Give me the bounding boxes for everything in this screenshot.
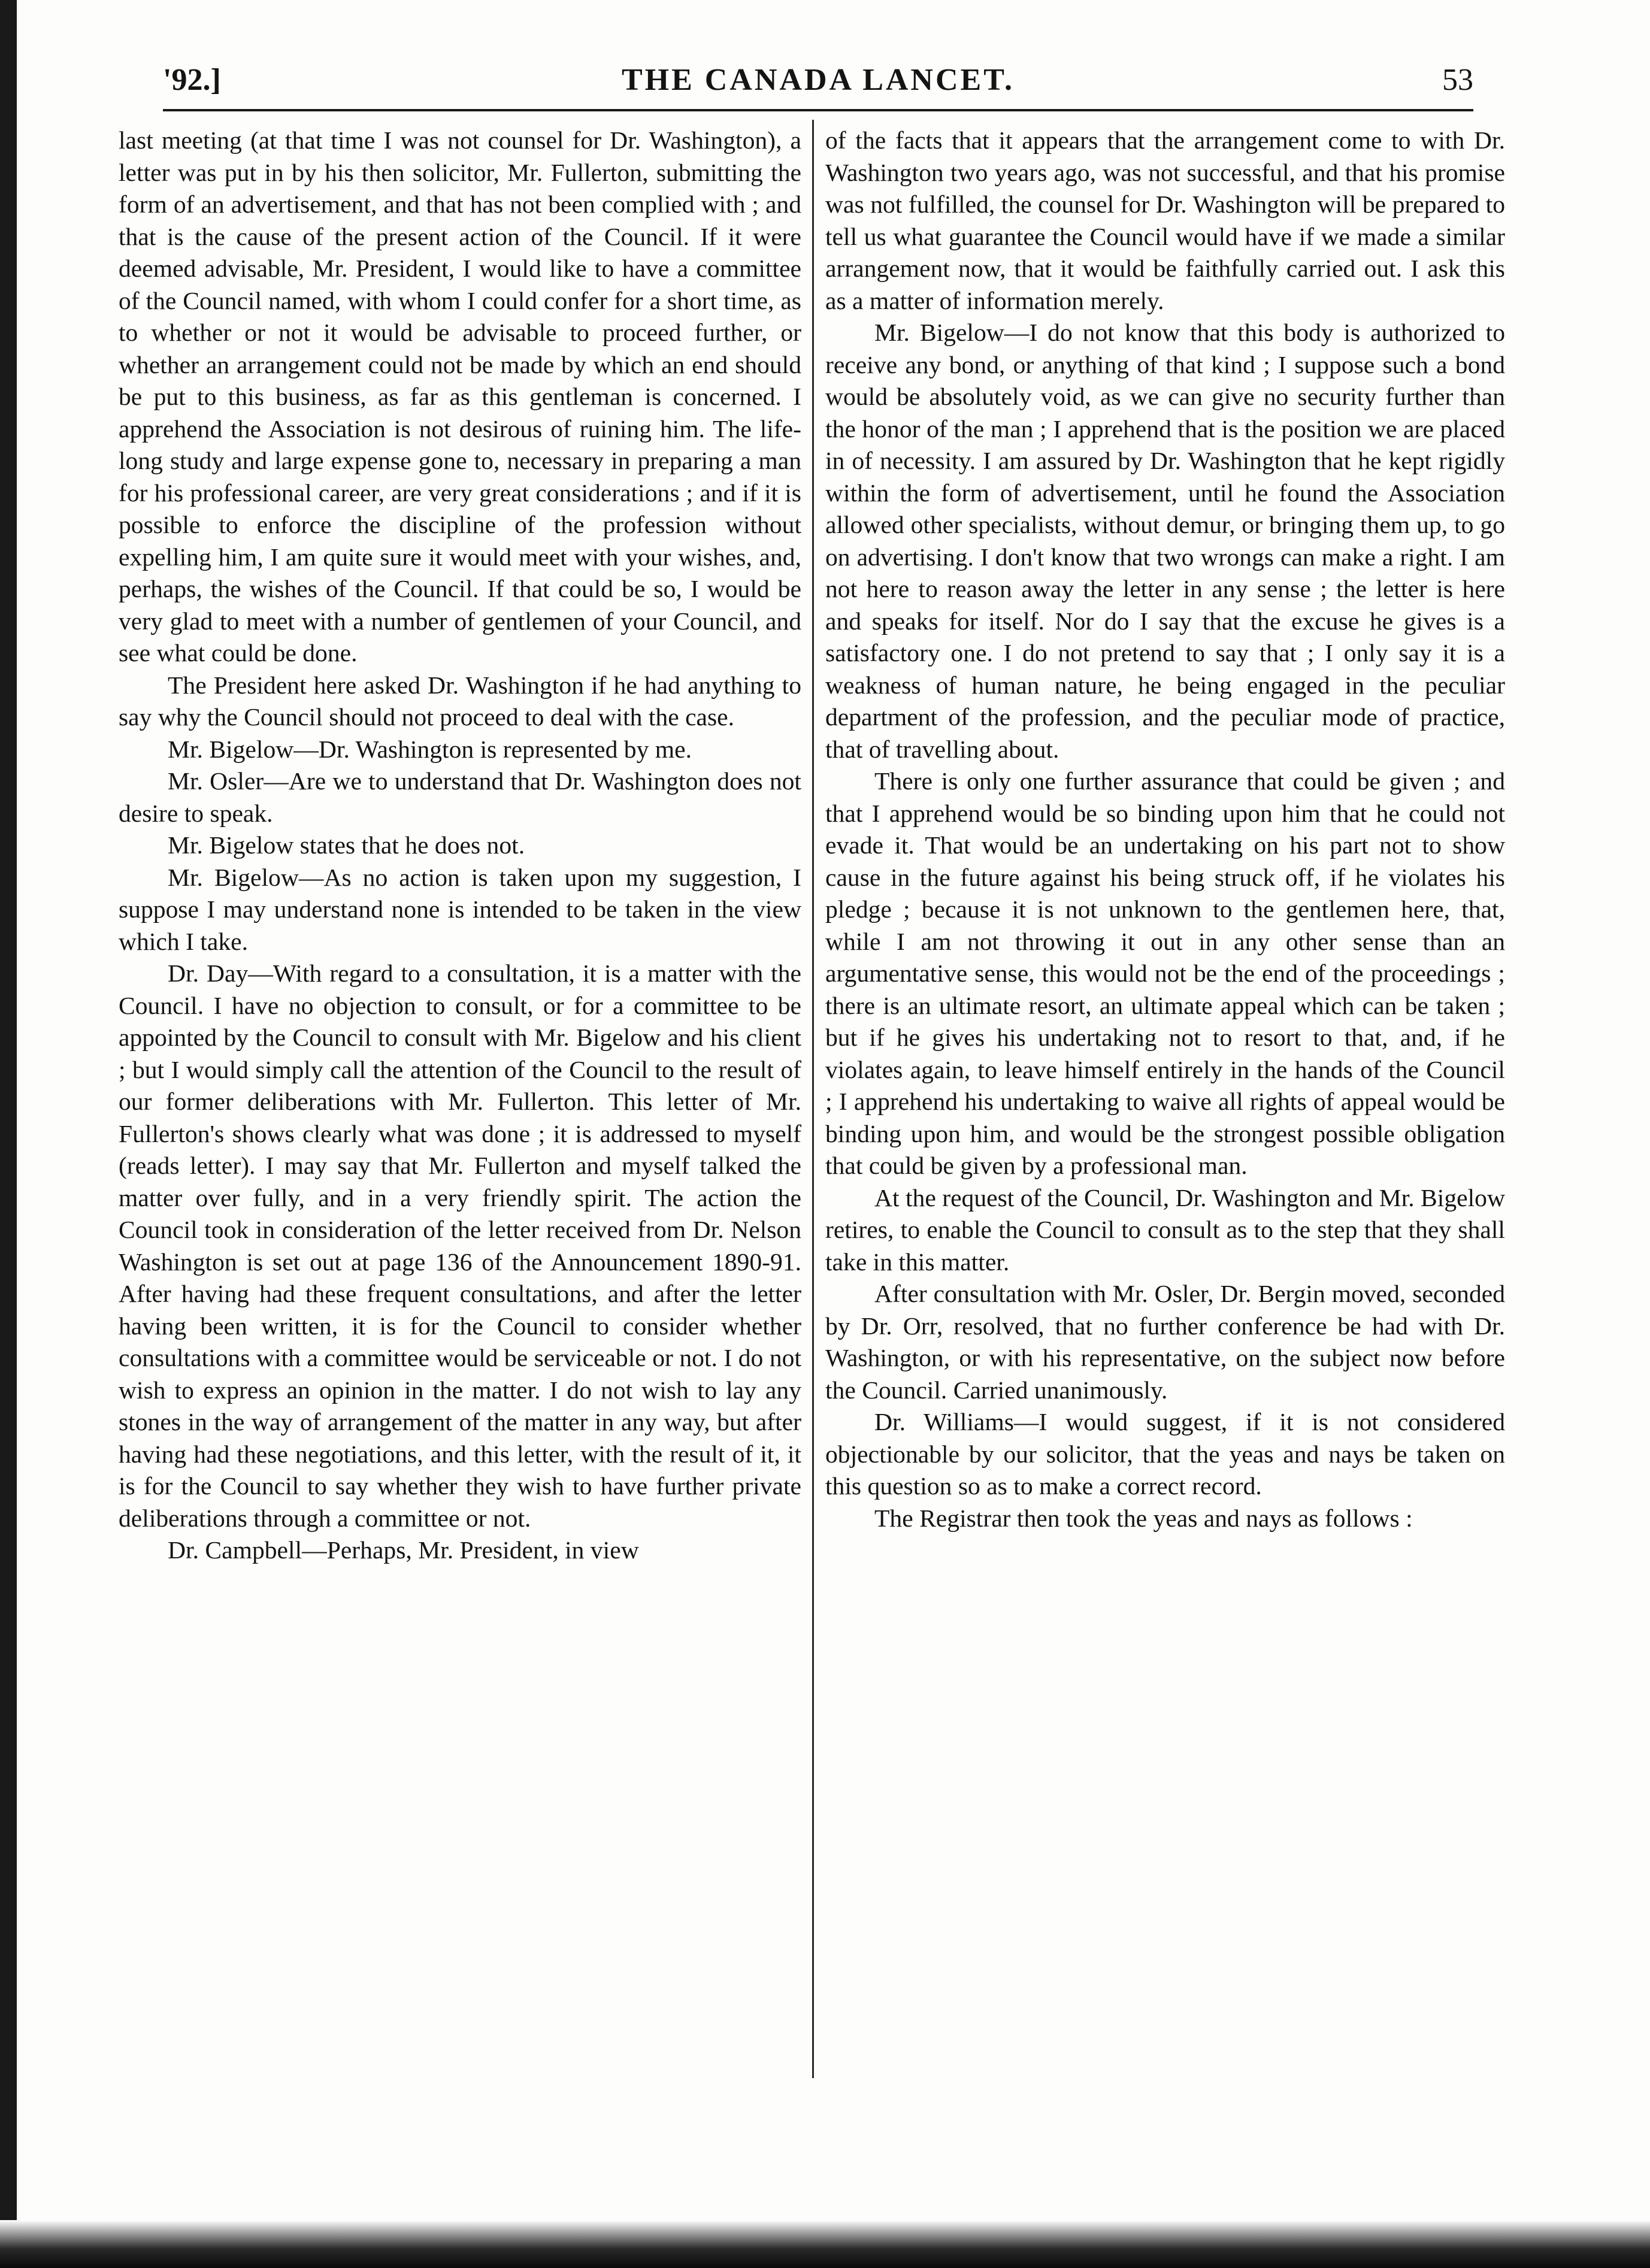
- header-rule: [163, 109, 1473, 111]
- running-head: [163, 59, 1473, 107]
- paragraph: last meeting (at that time I was not counsel for Dr. Washington), a letter was put in by his then solicitor, Mr. Fullerton, submitting the form of an advertisement, and that has not been complied with ; and that is the cause of the present action of the Council. If it were deemed advisable, Mr. President, I would like to have a committee of the Council named, with whom I could confer for a short time, as to whether or not it would be advisable to proceed further, or whether an arrangement could not be made by which an end should be put to this business, as far as this gentleman is concerned. I apprehend the Association is not desirous of ruining him. The life-long study and large expense gone to, necessary in preparing a man for his professional career, are very great considerations ; and if it is possible to enforce the discipline of the profession without expelling him, I am quite sure it would meet with your wishes, and, perhaps, the wishes of the Council. If that could be so, I would be very glad to meet with a number of gentlemen of your Council, and see what could be done.: [119, 126, 801, 667]
- paragraph: The Registrar then took the yeas and nays as follows :: [874, 1504, 1413, 1532]
- paragraph: Mr. Bigelow—I do not know that this body is authorized to receive any bond, or anything of that kind ; I suppose such a bond would be absolutely void, as we can give no security further than the honor of the man ; I apprehend that is the position we are placed in of necessity. I am assured by Dr. Washington that he kept rigidly within the form of advertisement, until he found the Association allowed other specialists, without demur, or bringing them up, to go on advertising. I don't know that two wrongs can make a right. I am not here to reason away the letter in any sense ; the letter is here and speaks for itself. Nor do I say that the excuse he gives is a satisfactory one. I do not pretend to say that ; I only say it is a weakness of human nature, he being engaged in the peculiar department of the profession, and the peculiar mode of practice, that of travelling about.: [825, 319, 1505, 763]
- paragraph: Mr. Bigelow—As no action is taken upon my suggestion, I suppose I may understand none is intended to be taken in the view which I take.: [119, 863, 801, 955]
- paragraph: Dr. Day—With regard to a consultation, it is a matter with the Council. I have no objection to consult, or for a committee to be appointed by the Council to consult with Mr. Bigelow and his client ; but I would simply call the attention of the Council to the result of our former deliberations with Mr. Fullerton. This letter of Mr. Fullerton's shows clearly what was done ; it is addressed to myself (reads letter). I may say that Mr. Fullerton and myself talked the matter over fully, and in a very friendly spirit. The action the Council took in consideration of the letter received from Dr. Nelson Washington is set out at page 136 of the Announcement 1890-91. After having had these frequent consultations, and after the letter having been written, it is for the Council to consider whether consultations with a committee would be serviceable or not. I do not wish to express an opinion in the matter. I do not wish to lay any stones in the way of arrangement of the matter in any way, but after having had these negotiations, and this letter, with the result of it, it is for the Council to say whether they wish to have further private deliberations through a committee or not.: [119, 959, 801, 1532]
- paragraph: The President here asked Dr. Washington if he had anything to say why the Council should not proceed to deal with the case.: [119, 671, 801, 731]
- paragraph: At the request of the Council, Dr. Washington and Mr. Bigelow retires, to enable the Council to consult as to the step that they shall take in this matter.: [825, 1183, 1505, 1276]
- column-divider: [812, 120, 814, 2078]
- paragraph: Dr. Campbell—Perhaps, Mr. President, in view: [168, 1536, 639, 1564]
- paragraph: After consultation with Mr. Osler, Dr. Bergin moved, seconded by Dr. Orr, resolved, that no further conference be had with Dr. Washington, or with his representative, on the subject now before the Council. Carried unanimously.: [825, 1280, 1505, 1404]
- paragraph: Dr. Williams—I would suggest, if it is not considered objectionable by our solicitor, that the yeas and nays be taken on this question so as to make a correct record.: [825, 1408, 1505, 1500]
- journal-title: THE CANADA LANCET.: [621, 63, 1015, 97]
- header-year: '92.]: [163, 63, 221, 97]
- paragraph: of the facts that it appears that the arrangement come to with Dr. Washington two years ago, was not successful, and that his promise was not fulfilled, the counsel for Dr. Washington will be prepared to tell us what guarantee the Council would have if we made a similar arrangement now, that it would be faithfully carried out. I ask this as a matter of information merely.: [825, 126, 1505, 314]
- scan-bottom-edge: [0, 2220, 1650, 2268]
- paragraph: There is only one further assurance that could be given ; and that I apprehend would be so binding upon him that he could not evade it. That would be an undertaking on his part not to show cause in the future against his being struck off, if he violates his pledge ; because it is not unknown to the gentlemen here, that, while I am not throwing it out in any other sense than an argumentative sense, this would not be the end of the proceedings ; there is an ultimate resort, an ultimate appeal which can be taken ; but if he gives his undertaking not to resort to that, and, if he violates again, to leave himself entirely in the hands of the Council ; I apprehend his undertaking to waive all rights of appeal would be binding upon him, and would be the strongest possible obligation that could be given by a professional man.: [825, 767, 1505, 1179]
- paragraph: Mr. Osler—Are we to understand that Dr. Washington does not desire to speak.: [119, 767, 801, 827]
- scan-left-edge: [0, 0, 17, 2268]
- page-number: 53: [1442, 63, 1473, 97]
- paragraph: Mr. Bigelow states that he does not.: [168, 831, 525, 859]
- paragraph: Mr. Bigelow—Dr. Washington is represented by me.: [168, 735, 692, 763]
- left-column: [119, 125, 801, 1567]
- right-column: [825, 125, 1505, 1534]
